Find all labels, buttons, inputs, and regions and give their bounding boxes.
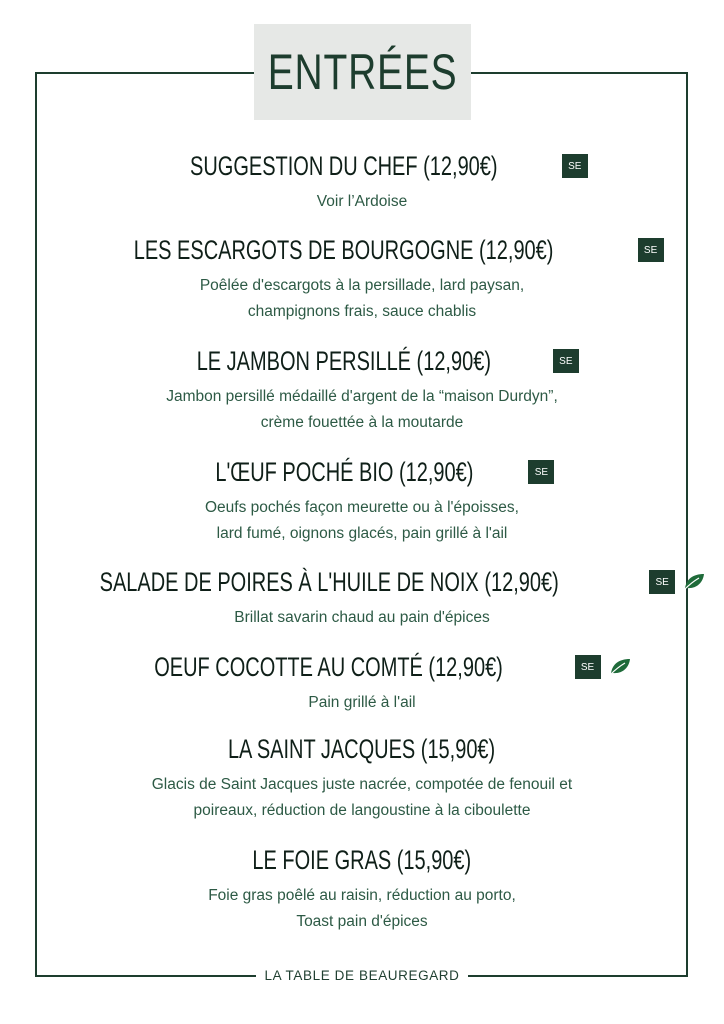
menu-item bbox=[0, 455, 724, 547]
dish-name: SUGGESTION DU CHEF (12,90€) bbox=[190, 150, 498, 181]
title-box bbox=[254, 24, 471, 120]
se-badge: SE bbox=[638, 238, 664, 262]
dish-name: LE FOIE GRAS (15,90€) bbox=[252, 844, 472, 875]
se-badge: SE bbox=[553, 349, 579, 373]
leaf-icon bbox=[609, 658, 631, 676]
dish-name: SALADE DE POIRES À L'HUILE DE NOIX (12,90€) bbox=[99, 566, 559, 597]
dish-name: OEUF COCOTTE AU COMTÉ (12,90€) bbox=[154, 651, 504, 682]
dish-name: LES ESCARGOTS DE BOURGOGNE (12,90€) bbox=[134, 234, 554, 265]
menu-item bbox=[0, 233, 724, 325]
se-badge: SE bbox=[575, 655, 601, 679]
page-title: ENTRÉES bbox=[267, 44, 458, 100]
dish-name: L'ŒUF POCHÉ BIO (12,90€) bbox=[214, 456, 474, 487]
menu-item bbox=[0, 344, 724, 436]
dish-description: Voir l’Ardoise bbox=[316, 193, 408, 210]
se-badge: SE bbox=[528, 460, 554, 484]
dish-description: Jambon persillé médaillé d'argent de la “maison Durdyn”, crème fouettée à la moutarde bbox=[166, 388, 558, 431]
dish-description: Pain grillé à l'ail bbox=[308, 694, 416, 711]
menu-item bbox=[0, 149, 724, 215]
dish-name: LE JAMBON PERSILLÉ (12,90€) bbox=[196, 345, 492, 376]
menu-item bbox=[0, 732, 724, 824]
dish-description: Brillat savarin chaud au pain d'épices bbox=[234, 609, 490, 626]
dish-description: Oeufs pochés façon meurette ou à l'époisses, lard fumé, oignons glacés, pain grillé à l'ail bbox=[204, 499, 519, 542]
menu-item bbox=[0, 843, 724, 935]
menu-item bbox=[0, 650, 724, 716]
dish-description: Glacis de Saint Jacques juste nacrée, compotée de fenouil et poireaux, réduction de langoustine à la ciboulette bbox=[151, 776, 573, 819]
se-badge: SE bbox=[649, 570, 675, 594]
footer bbox=[0, 967, 724, 985]
dish-name: LA SAINT JACQUES (15,90€) bbox=[228, 733, 496, 764]
dish-description: Poêlée d'escargots à la persillade, lard paysan, champignons frais, sauce chablis bbox=[199, 277, 525, 320]
se-badge: SE bbox=[562, 154, 588, 178]
leaf-icon bbox=[683, 573, 705, 591]
dish-description: Foie gras poêlé au raisin, réduction au porto, Toast pain d'épices bbox=[208, 887, 516, 930]
restaurant-name: LA TABLE DE BEAUREGARD bbox=[256, 968, 467, 983]
menu-item bbox=[0, 565, 724, 631]
